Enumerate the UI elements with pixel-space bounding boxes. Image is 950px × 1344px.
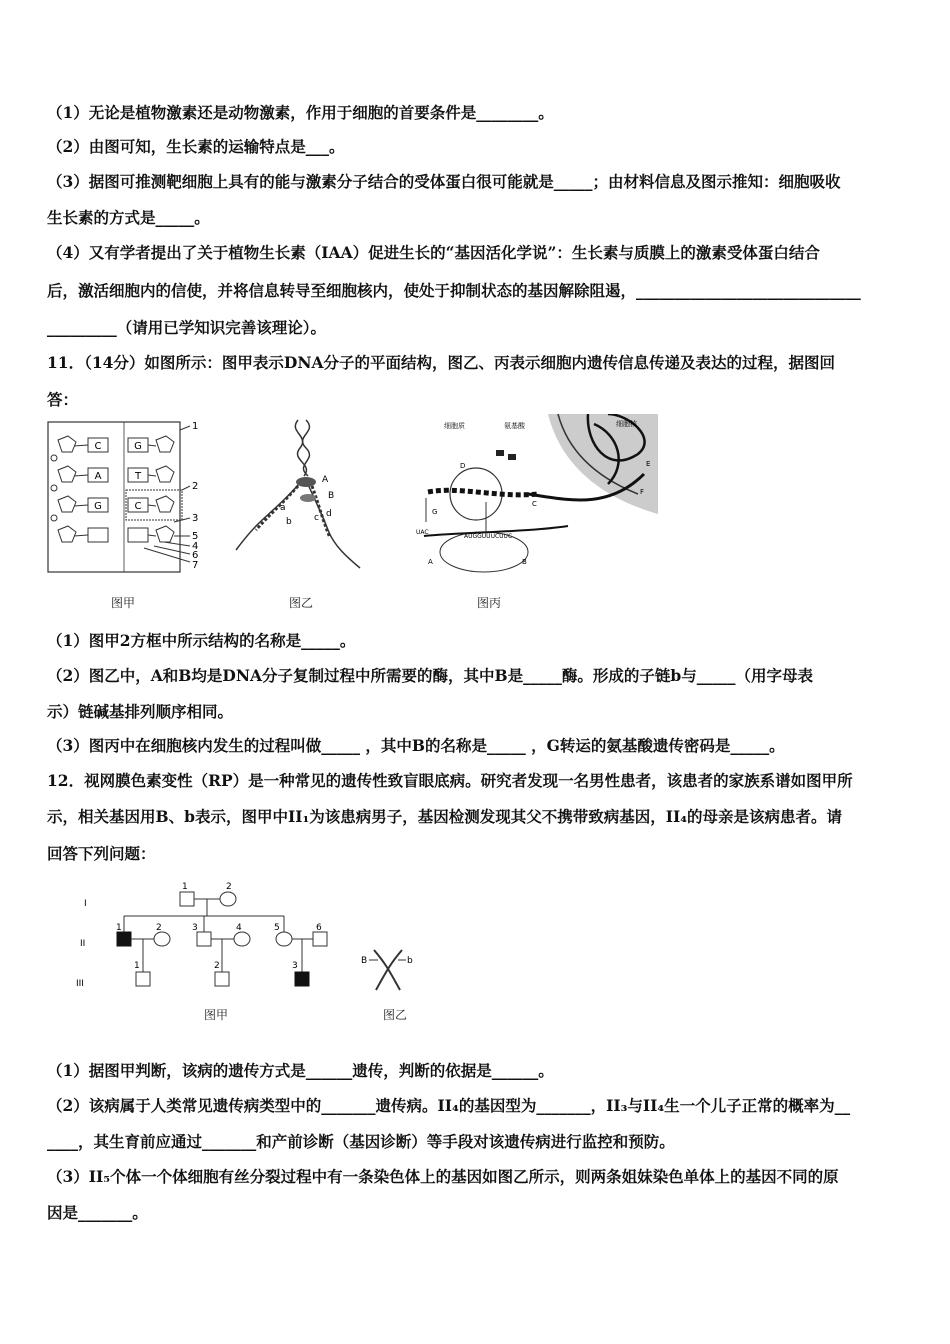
label-4: 4 [192, 541, 199, 552]
pedigree-caption: 图甲 [204, 1008, 229, 1022]
pedigree-I1 [180, 892, 194, 906]
q11-sub3: （3）图丙中在细胞核内发生的过程叫做_____ ，其中B的名称是_____ ，G转运的氨基酸遗传密码是_____。 [47, 736, 785, 755]
label-5: 5 [192, 531, 199, 542]
q11-figure-jia [44, 418, 224, 578]
label-G: G [432, 508, 438, 516]
q11-figure-yi [228, 418, 378, 578]
q12-sub3-line1: （3）II₅个体一个体细胞有丝分裂过程中有一条染色体上的基因如图乙所示，则两条姐妹染色单体上的基因不同的原 [47, 1167, 839, 1186]
num-I1: 1 [182, 882, 188, 892]
q12-intro-line1: 12．视网膜色素变性（RP）是一种常见的遗传性致盲眼底病。研究者发现一名男性患者，该患者的家族系谱如图甲所 [47, 771, 853, 790]
base-right-2: T [134, 471, 142, 482]
generation-I: I [84, 899, 87, 909]
pedigree-II6 [313, 932, 327, 946]
pedigree-III3-affected [295, 972, 309, 986]
num-III2: 2 [214, 961, 220, 971]
label-a: a [280, 503, 286, 513]
label-F: F [640, 488, 645, 496]
num-II1: 1 [116, 923, 122, 933]
label-6: 6 [192, 550, 199, 561]
num-II2: 2 [156, 923, 162, 933]
pedigree-II4 [234, 932, 250, 946]
label-A: A [322, 475, 329, 485]
dna-structure-diagram [44, 418, 224, 578]
q11-sub2-line1: （2）图乙中，A和B均是DNA分子复制过程中所需要的酶，其中B是_____酶。形成的子链b与_____（用字母表 [47, 666, 813, 685]
pedigree-I2 [220, 892, 236, 906]
q12-sub2-line1: （2）该病属于人类常见遗传病类型中的_______遗传病。II₄的基因型为_______，II₃与II₄生一个儿子正常的概率为__ [47, 1096, 851, 1115]
pedigree-II1-affected [117, 932, 131, 946]
q10-sub3-line2: 生长素的方式是_____。 [47, 208, 210, 227]
num-III1: 1 [134, 961, 140, 971]
label-cytoplasm: 细胞质 [444, 422, 465, 430]
label-D: D [460, 462, 466, 470]
pedigree-chart [70, 878, 360, 1008]
label-b: b [286, 517, 292, 527]
pedigree-II3 [197, 932, 211, 946]
base-left-3: G [94, 501, 102, 512]
q12-pedigree-figure [70, 878, 360, 1008]
pedigree-III2 [215, 972, 229, 986]
figure-yi-caption: 图乙 [289, 596, 314, 610]
label-7: 7 [192, 560, 199, 571]
num-II3: 3 [192, 923, 198, 933]
q11-sub2-line2: 示）链碱基排列顺序相同。 [47, 702, 234, 721]
dna-replication-diagram [228, 418, 378, 578]
label-amino-acid: 氨基酸 [504, 422, 525, 430]
label-c: c [314, 513, 319, 523]
q11-sub1: （1）图甲2方框中所示结构的名称是_____。 [47, 631, 356, 650]
num-II6: 6 [316, 923, 322, 933]
label-C: C [532, 500, 537, 508]
pedigree-II2 [154, 932, 170, 946]
q10-sub4-line2: 后，激活细胞内的信使，并将信息转导至细胞核内，使处于抑制状态的基因解除阻遏，_____________________________ [47, 281, 861, 300]
q10-sub4-line1: （4）又有学者提出了关于植物生长素（IAA）促进生长的“基因活化学说”：生长素与质膜上的激素受体蛋白结合 [47, 243, 820, 262]
figure-jia-caption: 图甲 [111, 596, 136, 610]
q12-sub2-line2: ____，其生育前应通过_______和产前诊断（基因诊断）等手段对该遗传病进行监控和预防。 [47, 1132, 675, 1151]
generation-III: III [76, 979, 84, 989]
pedigree-III1 [136, 972, 150, 986]
num-I2: 2 [226, 882, 232, 892]
label-d: d [326, 509, 332, 519]
sister-chromatids-diagram [360, 946, 420, 996]
q11-intro-line2: 答： [47, 390, 79, 409]
label-3: 3 [192, 513, 199, 524]
label-nucleus: 细胞核 [616, 420, 637, 428]
q10-sub1: （1）无论是植物激素还是动物激素，作用于细胞的首要条件是________。 [47, 103, 554, 122]
num-III3: 3 [292, 961, 298, 971]
label-1: 1 [192, 421, 199, 432]
num-II5: 5 [274, 923, 280, 933]
label-B-mrna: B [522, 558, 527, 566]
q10-sub4-line3: _________（请用已学知识完善该理论）。 [47, 318, 327, 337]
q10-sub2: （2）由图可知，生长素的运输特点是___。 [47, 137, 345, 156]
figure-bing-caption: 图丙 [477, 596, 502, 610]
q12-intro-line2: 示，相关基因用B、b表示，图甲中II₁为该患病男子，基因检测发现其父不携带致病基因，II₄的母亲是该病患者。请 [47, 807, 843, 826]
q12-chromosome-figure [360, 946, 420, 996]
q12-sub1: （1）据图甲判断，该病的遗传方式是______遗传，判断的依据是______。 [47, 1061, 554, 1080]
q12-sub3-line2: 因是_______。 [47, 1203, 148, 1222]
gene-expression-diagram [408, 414, 658, 584]
base-right-3: C [134, 501, 142, 512]
label-UAC: UAC [416, 529, 429, 536]
q11-intro-line1: 11．（14分）如图所示：图甲表示DNA分子的平面结构，图乙、丙表示细胞内遗传信息传递及表达的过程，据图回 [47, 353, 836, 372]
q10-sub3-line1: （3）据图可推测靶细胞上具有的能与激素分子结合的受体蛋白很可能就是_____；由材料信息及图示推知：细胞吸收 [47, 172, 841, 191]
label-mrna-seq: AUGGUUUCUUC [464, 533, 513, 540]
label-B: B [328, 491, 335, 501]
label-E: E [646, 460, 651, 468]
label-2: 2 [192, 481, 199, 492]
gene-B-label: B [361, 956, 368, 966]
base-left-2: A [94, 471, 102, 482]
chromosome-caption: 图乙 [383, 1008, 408, 1022]
num-II4: 4 [236, 923, 242, 933]
generation-II: II [80, 939, 86, 949]
base-right-1: G [134, 441, 142, 452]
label-A-ribosome: A [428, 558, 433, 566]
q12-intro-line3: 回答下列问题： [47, 844, 156, 863]
gene-b-label: b [407, 956, 413, 966]
base-left-1: C [94, 441, 102, 452]
pedigree-II5 [276, 932, 292, 946]
q11-figure-bing [408, 414, 658, 584]
